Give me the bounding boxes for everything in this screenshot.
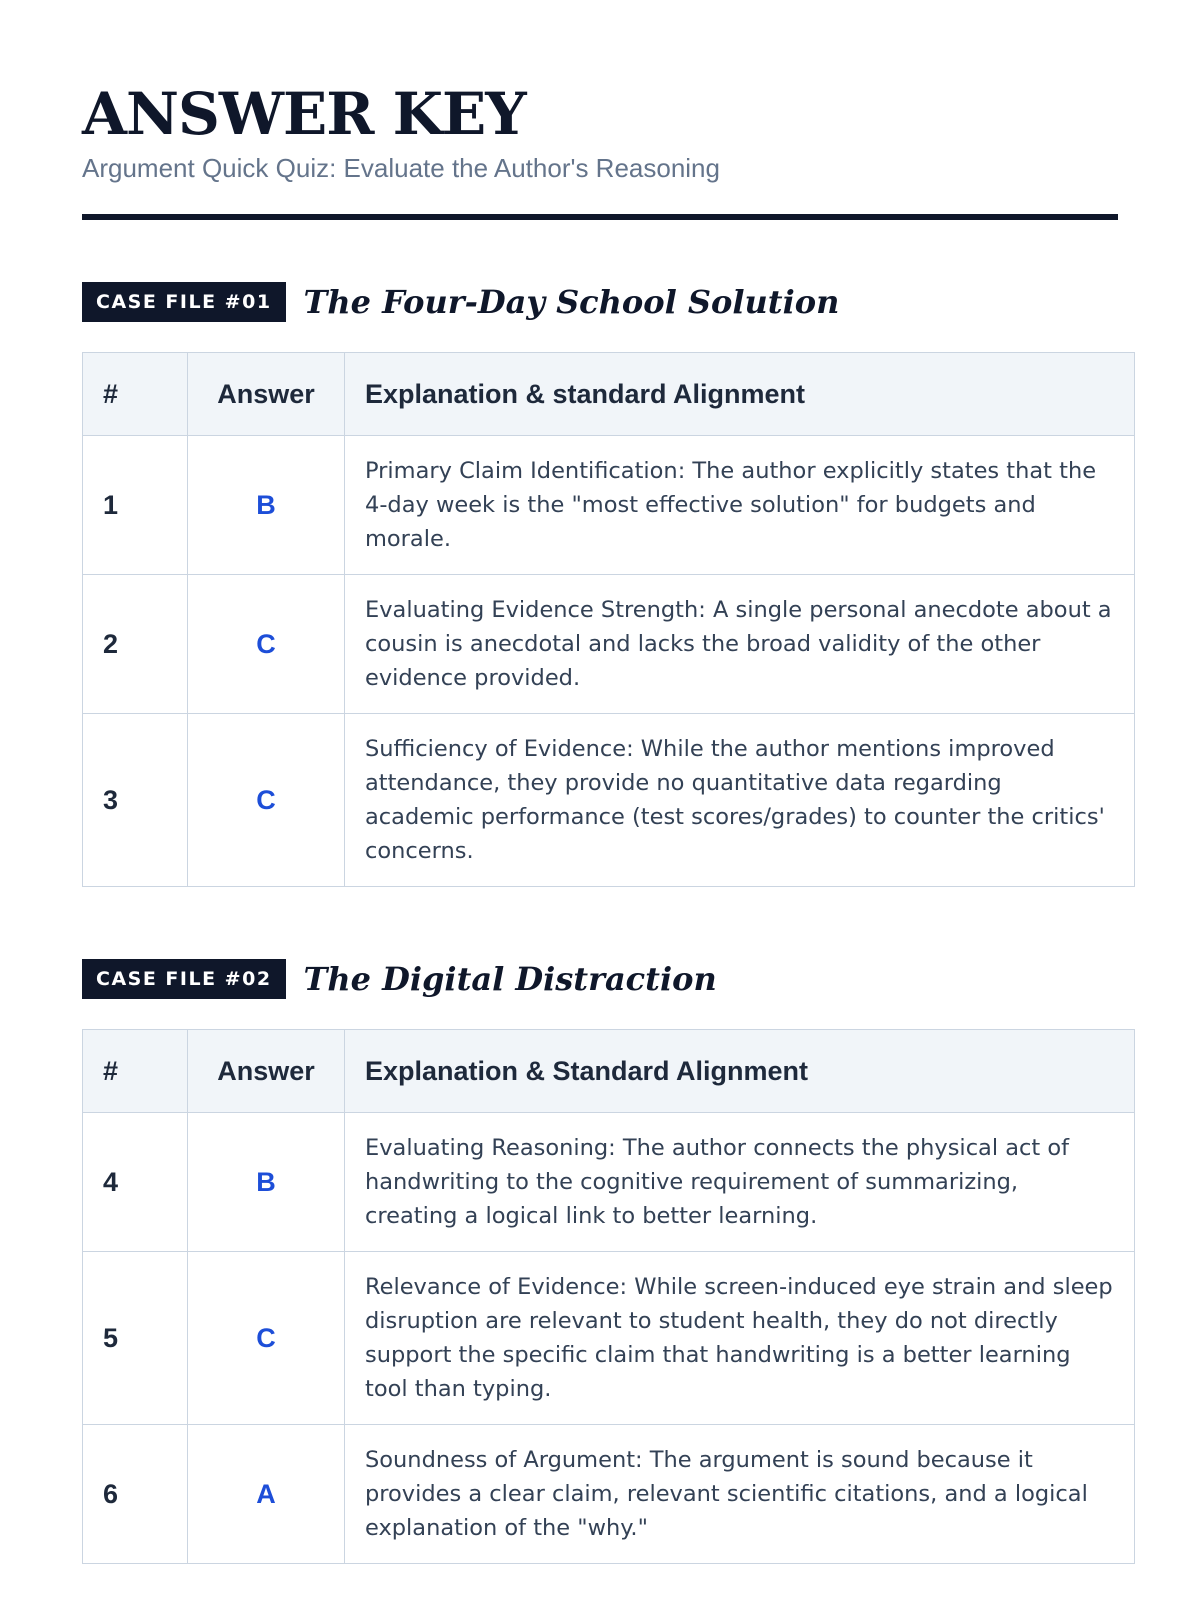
column-header-explanation: Explanation & Standard Alignment — [345, 1030, 1135, 1113]
answer-table-case-02 — [82, 1029, 1135, 1564]
answer-explanation: Evaluating Reasoning: The author connects the physical act of handwriting to the cognitive requirement of summarizing, creating a logical link to better learning. — [345, 1113, 1135, 1252]
question-number: 3 — [83, 714, 188, 887]
table-header-row — [83, 353, 1135, 436]
answer-letter: A — [188, 1425, 345, 1564]
answer-letter: C — [188, 575, 345, 714]
case-file-title: The Four-Day School Solution — [303, 283, 840, 321]
answer-explanation: Soundness of Argument: The argument is sound because it provides a clear claim, relevant scientific citations, and a logical explanation of the "why." — [345, 1425, 1135, 1564]
page-subtitle: Argument Quick Quiz: Evaluate the Author's Reasoning — [82, 153, 720, 183]
title-divider — [82, 214, 1118, 220]
answer-table-case-01 — [82, 352, 1135, 887]
column-header-number: # — [83, 1030, 188, 1113]
column-header-explanation: Explanation & standard Alignment — [345, 353, 1135, 436]
table-header-row — [83, 1030, 1135, 1113]
answer-letter: C — [188, 1252, 345, 1425]
answer-explanation: Relevance of Evidence: While screen-induced eye strain and sleep disruption are relevant to student health, they do not directly support the specific claim that handwriting is a better learning tool than typing. — [345, 1252, 1135, 1425]
table-row — [83, 1252, 1135, 1425]
question-number: 5 — [83, 1252, 188, 1425]
answer-explanation: Evaluating Evidence Strength: A single personal anecdote about a cousin is anecdotal and lacks the broad validity of the other evidence provided. — [345, 575, 1135, 714]
column-header-answer: Answer — [188, 353, 345, 436]
question-number: 2 — [83, 575, 188, 714]
answer-explanation: Primary Claim Identification: The author explicitly states that the 4-day week is the "most effective solution" for budgets and morale. — [345, 436, 1135, 575]
table-row — [83, 1425, 1135, 1564]
question-number: 4 — [83, 1113, 188, 1252]
question-number: 1 — [83, 436, 188, 575]
column-header-answer: Answer — [188, 1030, 345, 1113]
table-row — [83, 436, 1135, 575]
answer-explanation: Sufficiency of Evidence: While the author mentions improved attendance, they provide no quantitative data regarding academic performance (test scores/grades) to counter the critics' concerns. — [345, 714, 1135, 887]
answer-letter: C — [188, 714, 345, 887]
table-row — [83, 575, 1135, 714]
case-file-title: The Digital Distraction — [303, 960, 717, 998]
answer-letter: B — [188, 1113, 345, 1252]
column-header-number: # — [83, 353, 188, 436]
page-title: ANSWER KEY — [82, 80, 526, 148]
case-file-badge: CASE FILE #02 — [82, 959, 286, 999]
case-file-02-header — [82, 957, 1118, 1001]
case-file-01-header — [82, 280, 1118, 324]
answer-letter: B — [188, 436, 345, 575]
table-row — [83, 714, 1135, 887]
case-file-badge: CASE FILE #01 — [82, 282, 286, 322]
table-row — [83, 1113, 1135, 1252]
question-number: 6 — [83, 1425, 188, 1564]
